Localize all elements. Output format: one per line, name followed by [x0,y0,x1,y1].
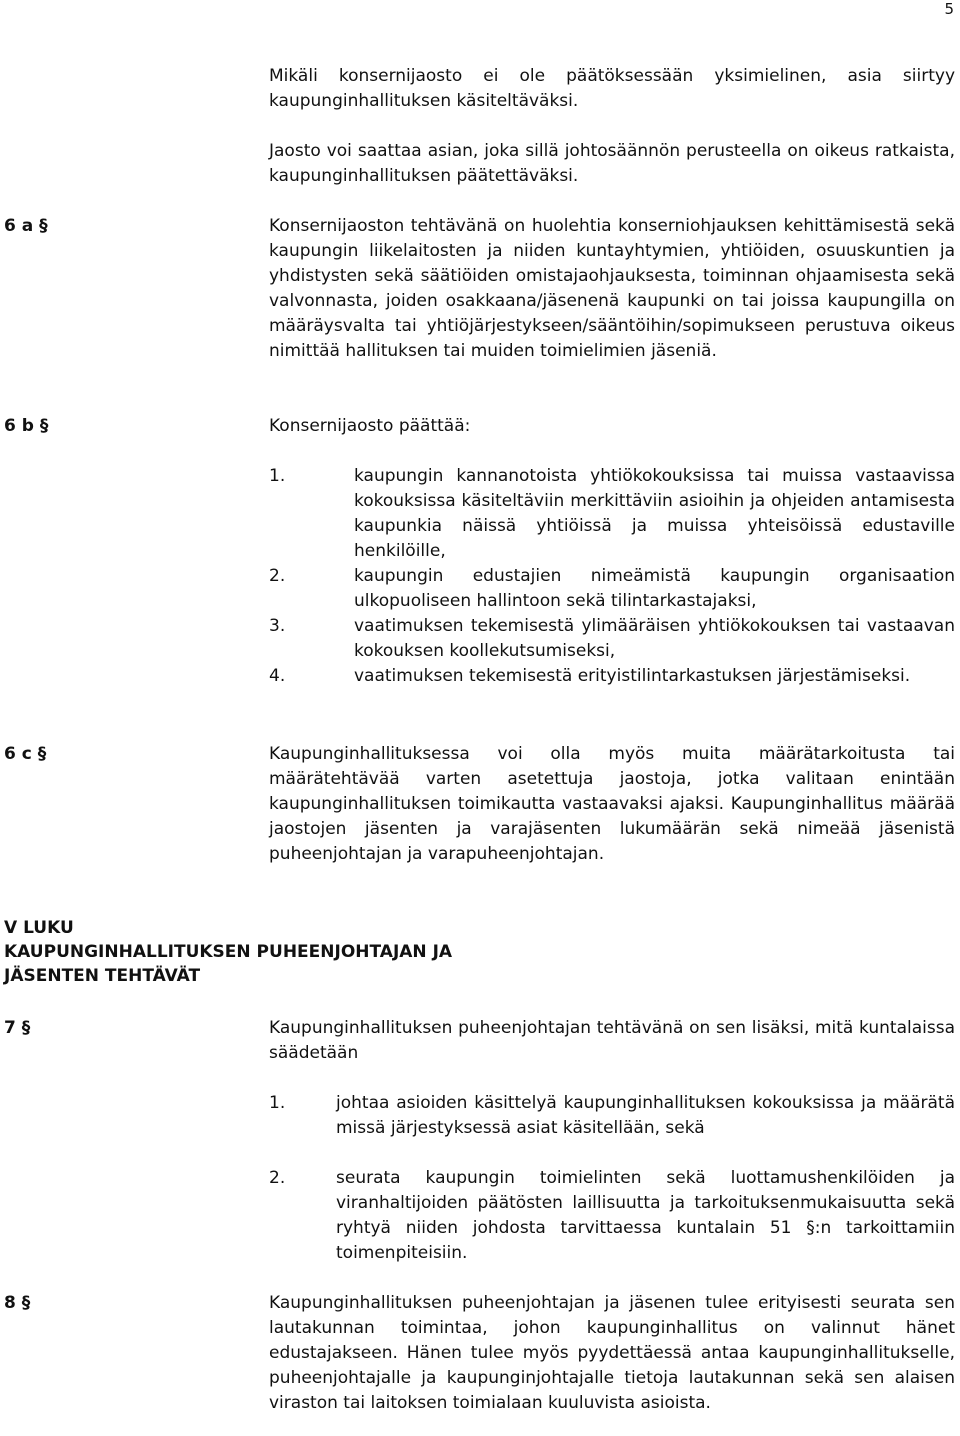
list-item [269,664,955,689]
section-number-label: 6 c [4,744,32,764]
list-item [269,614,955,664]
list-item [269,564,955,614]
section-number-6c [4,742,46,767]
section-sign-icon: § [21,1293,31,1313]
chapter-heading [4,916,452,988]
section-6b-lead: Konsernijaosto päättää: [269,416,471,436]
list-item-text: seurata kaupungin toimielinten sekä luottamushenkilöiden ja viranhaltijoiden päätösten laillisuutta ja tarkoituksenmukaisuutta sekä ryhtyä niiden johdosta tarvittaessa kuntalain 51 §:n tarkoittamiin toimenpiteisiin. [336,1168,955,1263]
intro-paragraph-1: Mikäli konsernijaosto ei ole päätöksessään yksimielinen, asia siirtyy kaupunginhallituksen käsiteltäväksi. [269,66,955,111]
section-number-label: 8 [4,1293,16,1313]
section-number-label: 7 [4,1018,16,1038]
section-7-text: Kaupunginhallituksen puheenjohtajan tehtävänä on sen lisäksi, mitä kuntalaissa säädetään [269,1018,955,1063]
list-item-text: vaatimuksen tekemisestä erityistilintarkastuksen järjestämiseksi. [354,666,911,686]
list-item-text: kaupungin kannanotoista yhtiökokouksissa tai muissa vastaavissa kokouksissa käsiteltäviin merkittäviin asioihin ja ohjeiden antamisesta kaupunkia näissä yhtiöissä ja muissa yhteisöissä edustaville henkilöille, [354,466,955,561]
page-number: 5 [944,0,954,18]
section-8-text: Kaupunginhallituksen puheenjohtajan ja jäsenen tulee erityisesti seurata sen lautakunnan toimintaa, johon kaupunginhallitus on valinnut hänet edustajakseen. Hänen tulee myös pyydettäessä antaa kaupunginhallitukselle, puheenjohtajalle ja kaupunginjohtajalle tietoja lautakunnan sekä sen alaisen viraston tai laitoksen toimialaan kuuluvista asioista. [269,1293,955,1413]
list-item [269,464,955,564]
intro-paragraph-2: Jaosto voi saattaa asian, joka sillä johtosäännön perusteella on oikeus ratkaista, kaupunginhallituksen päätettäväksi. [269,141,955,186]
list-item-number: 4. [269,666,286,686]
section-number-label: 6 b [4,416,34,436]
section-sign-icon: § [37,744,47,764]
section-7-list [269,1091,955,1266]
section-number-6b [4,414,48,439]
list-item-number: 2. [269,566,286,586]
section-6b-list [269,464,955,689]
list-item [269,1166,955,1266]
section-number-label: 6 a [4,216,34,236]
list-item-number: 1. [269,1093,286,1113]
list-item-text: johtaa asioiden käsittelyä kaupunginhallituksen kokouksissa ja määrätä missä järjestyksessä asiat käsitellään, sekä [336,1093,955,1138]
list-item-text: vaatimuksen tekemisestä ylimääräisen yhtiökokouksen tai vastaavan kokouksen koollekutsumiseksi, [354,616,955,661]
section-number-8 [4,1291,30,1316]
chapter-title-line-2: JÄSENTEN TEHTÄVÄT [4,966,201,986]
section-number-6a [4,214,48,239]
list-item [269,1091,955,1141]
list-item-text: kaupungin edustajien nimeämistä kaupungin organisaation ulkopuoliseen hallintoon sekä tilintarkastajaksi, [354,566,955,611]
section-6c-text: Kaupunginhallituksessa voi olla myös muita määrätarkoitusta tai määrätehtävää varten asetettuja jaostoja, jotka valitaan enintään kaupunginhallituksen toimikautta vastaavaksi ajaksi. Kaupunginhallitus määrää jaostojen jäsenten ja varajäsenten lukumäärän sekä nimeää jäsenistä puheenjohtajan ja varapuheenjohtajan. [269,744,955,864]
section-6a-text: Konsernijaoston tehtävänä on huolehtia konserniohjauksen kehittämisestä sekä kaupungin liikelaitosten ja niiden kuntayhtymien, yhtiöiden, osuuskuntien ja yhdistysten sekä säätiöiden omistajaohjauksesta, toiminnan ohjaamisesta sekä valvonnasta, joiden osakkaana/jäsenenä kaupunki on tai joissa kaupungilla on määräysvalta tai yhtiöjärjestykseen/sääntöihin/sopimukseen perustuva oikeus nimittää hallituksen tai muiden toimielimien jäseniä. [269,216,955,361]
list-item-number: 2. [269,1168,286,1188]
list-item-number: 3. [269,616,286,636]
section-sign-icon: § [39,416,49,436]
list-item-number: 1. [269,466,286,486]
section-number-7 [4,1016,30,1041]
section-sign-icon: § [21,1018,31,1038]
section-sign-icon: § [39,216,48,236]
chapter-number: V LUKU [4,918,74,938]
chapter-title-line-1: KAUPUNGINHALLITUKSEN PUHEENJOHTAJAN JA [4,942,453,962]
